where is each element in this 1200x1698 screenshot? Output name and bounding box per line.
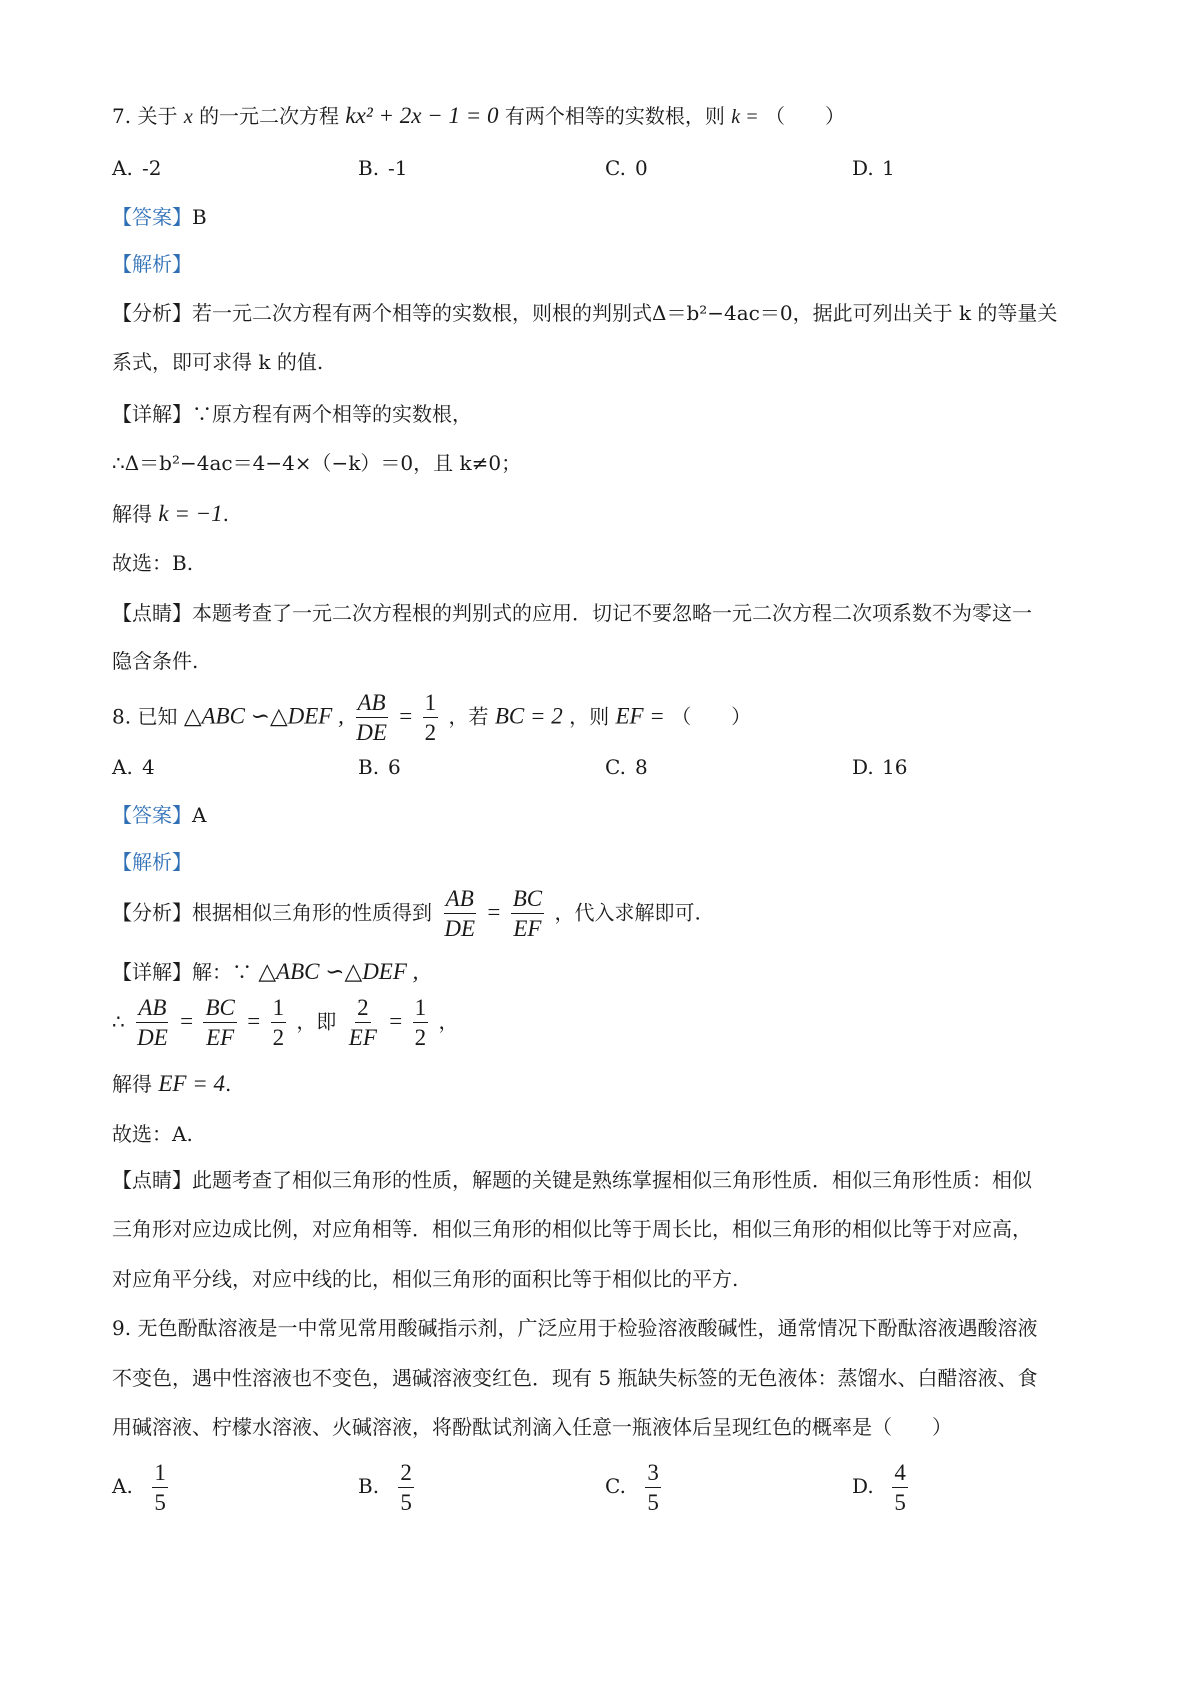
q8-jiexi (112, 852, 192, 872)
q8-fenxi-frac-bc-ef (511, 886, 544, 942)
q8-dianjing-text3: 对应角平分线，对应中线的比，相似三角形的面积比等于相似比的平方. (112, 1267, 739, 1291)
answer-tag: 【答案】 (112, 205, 192, 229)
frac-numerator: AB (356, 690, 388, 718)
q8-fenxi-equals: = (487, 899, 501, 925)
q7-equation: kx² + 2x − 1 = 0 (345, 103, 499, 128)
equals: = (389, 1008, 403, 1034)
q7-dianjing-text2: 隐含条件. (112, 649, 199, 673)
q8-guxuan (112, 1124, 193, 1144)
q8-xj-frac-bc-ef (203, 995, 236, 1051)
q7-fenxi-line1 (112, 303, 1057, 323)
q7-fenxi-text2: 系式，即可求得 k 的值. (112, 350, 324, 374)
option-label: C. (605, 1474, 626, 1499)
q8-paren: （ ） (671, 704, 752, 729)
q8-solve-suffix: . (224, 1072, 232, 1096)
q8-xiangjie-line2 (112, 995, 458, 1051)
q8-fenxi-frac-ab-de (442, 886, 477, 942)
answer-tag: 【答案】 (112, 803, 192, 827)
frac-numerator: 1 (423, 690, 439, 718)
option-value: -1 (388, 156, 408, 180)
q8-guxuan-text: 故选：A. (112, 1122, 193, 1146)
q9-text3: 用碱溶液、柠檬水溶液、火碱溶液，将酚酞试剂滴入任意一瓶液体后呈现红色的概率是（ ） (112, 1415, 952, 1439)
q8-equals: = (399, 703, 413, 729)
q8-frac-1-2 (423, 690, 439, 746)
q9-stem-line1 (112, 1318, 1037, 1338)
q9-option-b-frac (398, 1460, 414, 1516)
equals: = (247, 1008, 261, 1034)
frac-numerator: 1 (271, 995, 287, 1023)
frac-denominator: 2 (424, 720, 437, 746)
q9-text2: 不变色，遇中性溶液也不变色，遇碱溶液变红色．现有 5 瓶缺失标签的无色液体：蒸馏水、白醋溶液、食 (112, 1366, 1038, 1390)
q8-fenxi (112, 886, 701, 942)
xiangjie-tag: 【详解】 (112, 960, 192, 984)
q8-xj-frac-1-2 (271, 995, 287, 1051)
q8-xj-frac-ab-de (135, 995, 170, 1051)
fenxi-tag: 【分析】 (112, 900, 192, 925)
q7-xiangjie-line2 (112, 453, 521, 473)
frac-denominator: 5 (894, 1490, 906, 1516)
q7-guxuan (112, 553, 193, 573)
q9-option-d (852, 1460, 912, 1516)
q9-stem-line3 (112, 1417, 952, 1437)
q8-comma: ， (438, 1009, 459, 1034)
q8-bc: BC = 2 (494, 703, 563, 729)
q8-stem-prefix: 8. 已知 (112, 704, 178, 729)
option-value: 1 (882, 156, 895, 180)
frac-denominator: EF (513, 916, 542, 942)
q7-stem-prefix: 7. 关于 (112, 104, 178, 128)
option-label: A. (112, 1474, 133, 1499)
q7-dianjing-line1 (112, 603, 1032, 623)
q7-option-a (112, 158, 161, 178)
q7-xiangjie-line3 (112, 502, 229, 525)
q8-ji: ，即 (296, 1009, 337, 1034)
frac-denominator: EF (348, 1025, 377, 1051)
q8-ef: EF = (615, 703, 665, 729)
q7-var-x: x (183, 106, 193, 128)
q8-xiangjie-line1 (112, 960, 418, 983)
q9-option-d-frac (892, 1460, 908, 1516)
q8-solve-math: EF = 4 (158, 1071, 225, 1096)
q8-xiangjie-prefix: 解：∵ (192, 960, 252, 984)
option-value: 6 (388, 755, 401, 779)
q8-dianjing-line3 (112, 1269, 738, 1289)
option-label: C. (605, 156, 626, 180)
option-label: D. (852, 1474, 874, 1499)
q7-xiangjie-line1 (112, 404, 472, 424)
q7-option-d (852, 158, 895, 178)
q7-dianjing-text1: 本题考查了一元二次方程根的判别式的应用．切记不要忽略一元二次方程二次项系数不为零这一 (192, 601, 1032, 625)
q8-fenxi-prefix: 根据相似三角形的性质得到 (192, 900, 432, 925)
q8-option-d (852, 757, 907, 777)
option-value: 16 (882, 755, 908, 779)
q8-fenxi-suffix: ，代入求解即可. (554, 900, 701, 925)
option-label: C. (605, 755, 626, 779)
q8-option-a (112, 757, 155, 777)
q8-solve-prefix: 解得 (112, 1072, 152, 1096)
frac-denominator: EF (206, 1025, 235, 1051)
frac-numerator: AB (136, 995, 168, 1023)
q9-option-c (605, 1460, 665, 1516)
q8-option-c (605, 757, 648, 777)
q9-stem-line2 (112, 1368, 1037, 1388)
fenxi-tag: 【分析】 (112, 301, 192, 325)
q7-option-c (605, 158, 648, 178)
q7-stem (112, 104, 845, 127)
q8-xiangjie-line3 (112, 1072, 231, 1095)
q8-xiangjie-similar: △ABC ∽△DEF , (258, 959, 419, 984)
q7-xiangjie-text1: ∵原方程有两个相等的实数根， (192, 402, 472, 426)
option-label: B. (358, 755, 380, 779)
option-label: B. (358, 1474, 380, 1499)
q8-stem-mid: ，若 (448, 704, 489, 729)
q9-option-c-frac (645, 1460, 661, 1516)
option-label: B. (358, 156, 380, 180)
q7-fenxi-line2 (112, 352, 323, 372)
q9-option-b (358, 1460, 418, 1516)
q7-jiexi (112, 254, 192, 274)
q8-dianjing-text1: 此题考查了相似三角形的性质，解题的关键是熟练掌握相似三角形性质．相似三角形性质：相似 (192, 1168, 1032, 1192)
q7-stem-suffix: 有两个相等的实数根，则 (504, 104, 725, 128)
q8-option-b (358, 757, 401, 777)
q8-answer (112, 805, 206, 825)
q7-answer-value: B (192, 205, 207, 229)
equals: = (180, 1008, 194, 1034)
option-value: 8 (635, 755, 648, 779)
frac-denominator: 5 (154, 1490, 166, 1516)
frac-denominator: 5 (647, 1490, 659, 1516)
frac-numerator: 1 (152, 1460, 168, 1488)
frac-denominator: 5 (400, 1490, 412, 1516)
option-value: 0 (635, 156, 648, 180)
q7-solve-math: k = −1 (158, 501, 223, 526)
frac-denominator: DE (137, 1025, 168, 1051)
q9-option-a (112, 1460, 172, 1516)
frac-numerator: BC (203, 995, 236, 1023)
q8-xj-frac-1-2-b (413, 995, 429, 1051)
q7-solve-suffix: . (222, 502, 229, 526)
frac-denominator: DE (356, 720, 387, 746)
dianjing-tag: 【点睛】 (112, 1168, 192, 1192)
frac-numerator: AB (444, 886, 476, 914)
option-value: -2 (142, 156, 162, 180)
q8-xj-frac-2-ef (347, 995, 379, 1051)
q9-option-a-frac (152, 1460, 168, 1516)
frac-numerator: 1 (413, 995, 429, 1023)
frac-numerator: 2 (355, 995, 371, 1023)
jiexi-tag: 【解析】 (112, 850, 192, 874)
frac-denominator: DE (444, 916, 476, 942)
frac-denominator: 2 (272, 1025, 285, 1051)
option-value: 4 (142, 755, 155, 779)
q7-fenxi-text1: 若一元二次方程有两个相等的实数根，则根的判别式Δ＝b²−4ac＝0，据此可列出关于 k 的等量关 (192, 301, 1058, 325)
q7-solve-prefix: 解得 (112, 502, 152, 526)
q8-dianjing-line2 (112, 1219, 1032, 1239)
q8-similar: △ABC ∽△DEF , (183, 703, 344, 729)
q7-option-b (358, 158, 407, 178)
q8-dianjing-text2: 三角形对应边成比例，对应角相等．相似三角形的相似比等于周长比，相似三角形的相似比等于对应高， (112, 1217, 1032, 1241)
q8-answer-value: A (192, 803, 207, 827)
q8-stem-then: ，则 (569, 704, 610, 729)
option-label: D. (852, 156, 874, 180)
q8-dianjing-line1 (112, 1170, 1032, 1190)
jiexi-tag: 【解析】 (112, 252, 192, 276)
q7-answer (112, 207, 207, 227)
q9-text1: 9. 无色酚酞溶液是一中常见常用酸碱指示剂，广泛应用于检验溶液酸碱性，通常情况下酚酞溶液遇酸溶液 (112, 1316, 1038, 1340)
option-label: D. (852, 755, 874, 779)
option-label: A. (112, 156, 133, 180)
frac-numerator: BC (511, 886, 544, 914)
dianjing-tag: 【点睛】 (112, 601, 192, 625)
frac-numerator: 2 (398, 1460, 414, 1488)
q7-guxuan-text: 故选：B. (112, 551, 194, 575)
frac-numerator: 3 (645, 1460, 661, 1488)
q7-k-eq: k = (731, 106, 759, 128)
q7-xiangjie-text2: ∴Δ＝b²−4ac＝4−4×（−k）＝0，且 k≠0； (112, 451, 522, 475)
q7-dianjing-line2 (112, 651, 198, 671)
q7-stem-mid: 的一元二次方程 (199, 104, 340, 128)
therefore-symbol: ∴ (112, 1009, 125, 1034)
q8-stem (112, 690, 751, 746)
frac-numerator: 4 (892, 1460, 908, 1488)
frac-denominator: 2 (414, 1025, 427, 1051)
q7-paren: （ ） (764, 104, 845, 128)
q8-frac-ab-de (354, 690, 389, 746)
xiangjie-tag: 【详解】 (112, 402, 192, 426)
option-label: A. (112, 755, 133, 779)
